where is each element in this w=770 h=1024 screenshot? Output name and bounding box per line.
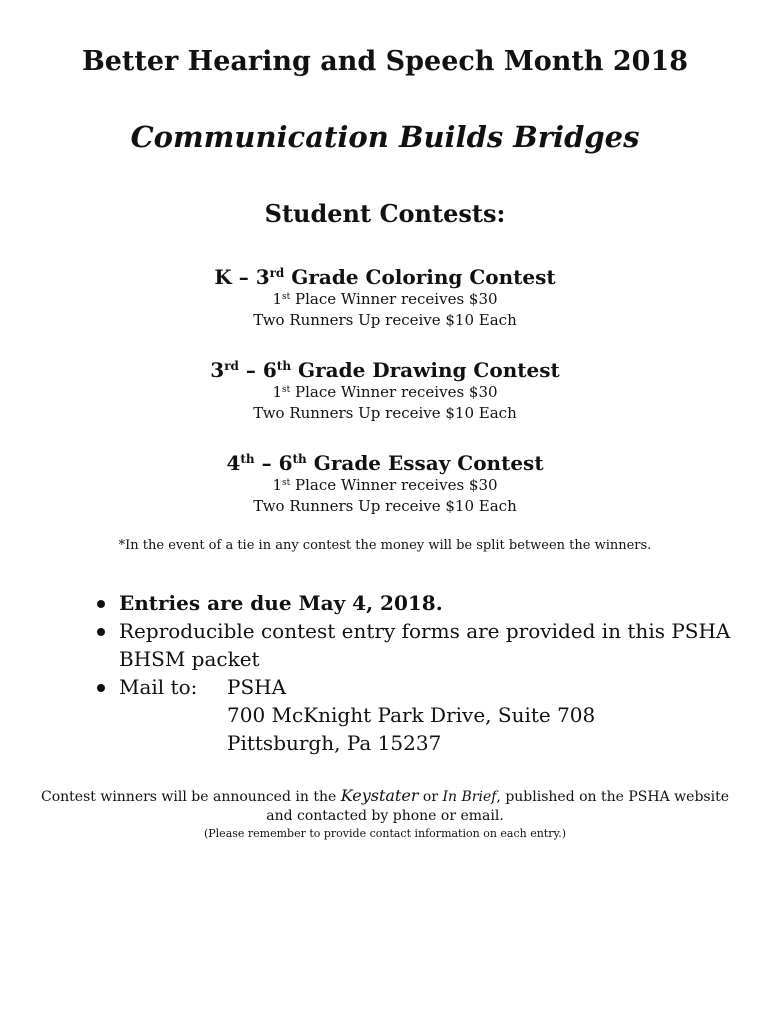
runners-up-prize: Two Runners Up receive $10 Each <box>253 404 517 422</box>
page-subtitle: Communication Builds Bridges <box>130 120 640 154</box>
info-bullet-list <box>95 589 735 757</box>
contest-coloring <box>0 265 770 331</box>
contest-title: K – 3rd Grade Coloring Contest <box>214 265 556 289</box>
in-brief-publication: In Brief <box>442 789 497 805</box>
first-place-prize: 1st Place Winner receives $30 <box>272 476 498 494</box>
footer-line-1: Contest winners will be announced in the Keystater or In Brief, published on the PSHA website <box>41 786 729 805</box>
section-heading: Student Contests: <box>264 199 506 228</box>
footer-note <box>0 786 770 842</box>
list-item-entry-forms: Reproducible contest entry forms are provided in this PSHA BHSM packet <box>95 617 735 673</box>
contest-title: 4th – 6th Grade Essay Contest <box>226 451 544 475</box>
address-line: 700 McKnight Park Drive, Suite 708 <box>227 703 596 727</box>
runners-up-prize: Two Runners Up receive $10 Each <box>253 497 517 515</box>
first-place-prize: 1st Place Winner receives $30 <box>272 290 498 308</box>
list-item-due-date: Entries are due May 4, 2018. <box>95 589 735 617</box>
bullet-icon <box>97 600 105 608</box>
keystater-publication: Keystater <box>340 786 419 805</box>
footer-contact-reminder: (Please remember to provide contact information on each entry.) <box>203 827 567 840</box>
list-item-mail-to <box>95 673 735 757</box>
contest-title: 3rd – 6th Grade Drawing Contest <box>210 358 560 382</box>
first-place-prize: 1st Place Winner receives $30 <box>272 383 498 401</box>
mail-label: Mail to: <box>119 675 198 699</box>
contest-drawing <box>0 358 770 424</box>
address-line: PSHA <box>227 675 287 699</box>
bullet-icon <box>97 684 105 692</box>
runners-up-prize: Two Runners Up receive $10 Each <box>253 311 517 329</box>
page-title: Better Hearing and Speech Month 2018 <box>81 46 689 77</box>
tie-note: *In the event of a tie in any contest the money will be split between the winners. <box>118 538 652 553</box>
contest-essay <box>0 451 770 517</box>
bullet-icon <box>97 628 105 636</box>
mailing-address <box>227 673 595 757</box>
footer-line-2: and contacted by phone or email. <box>266 808 504 824</box>
address-line: Pittsburgh, Pa 15237 <box>227 731 442 755</box>
